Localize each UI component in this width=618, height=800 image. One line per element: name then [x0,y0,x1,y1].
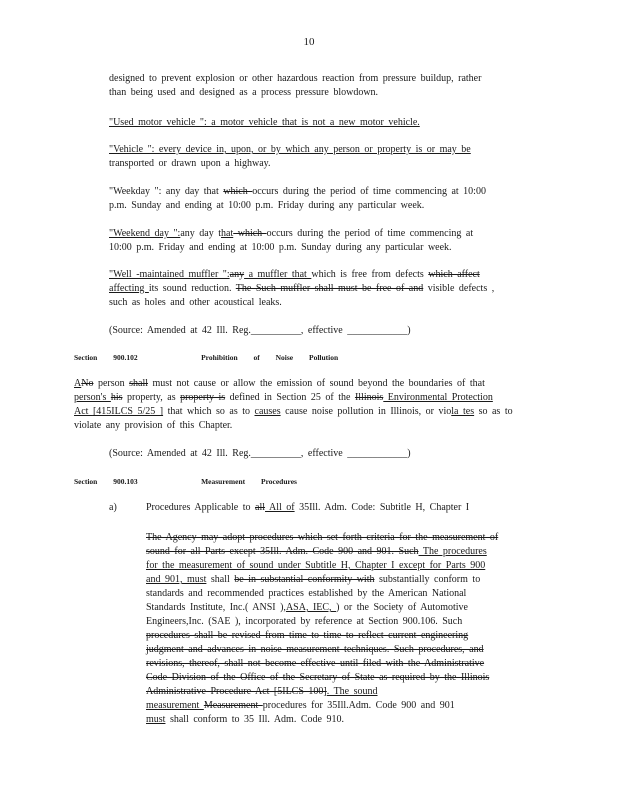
struck-text: any [229,269,245,280]
source-note-2 [109,447,411,461]
inserted-text: a muffler that [244,269,312,280]
text-line [146,685,498,699]
inserted-text: and 901, must [146,574,207,585]
struck-text: revisions, thereof, shall not become effective until filed with the Administrative [146,658,485,669]
inserted-text: A [74,378,82,389]
item-a-marker: a) [109,502,117,513]
struck-text: Code Division of the Office of the Secretary of State as required by the Illinois [146,672,490,683]
source-label: (Source: Amended at 42 Ill. Reg. [109,325,251,336]
text-line: p.m. Sunday and ending at 10:00 p.m. Friday during any particular week. [109,200,425,211]
inserted-text: affecting [109,283,149,294]
text-line [146,601,498,615]
text-run: occurs during the period of time commencing at 10:00 [252,186,486,197]
inserted-text: causes [254,406,281,417]
text-line: transported or drawn upon a highway. [109,158,271,169]
section-number: Section 900.102 [74,353,138,362]
inserted-text: [415ILCS 5/25 ] [92,406,164,417]
definition-weekend-day [109,227,473,255]
text-run: property, as [122,392,181,403]
struck-text: which [223,186,253,197]
struck-text: which [233,228,267,239]
struck-text: The Agency may adopt procedures which set forth criteria for the measurement of [146,532,499,543]
text-line: such as holes and other acoustical leaks. [109,297,282,308]
struck-text: Illinois [354,392,384,403]
text-run: occurs during the period of time commencing at [266,228,474,239]
date-blank: __________ [250,325,301,336]
page-number: 10 [303,36,315,48]
struck-text: procedures shall be revised from time to time to reflect current engineering [146,630,469,641]
paragraph-agency-procedures [146,531,498,727]
date-blank: __________ [250,448,301,459]
text-run: that which so as to [163,406,255,417]
definition-well-maintained-muffler [109,268,494,310]
text-line: designed to prevent explosion or other hazardous reaction from pressure buildup, rather [109,73,482,84]
text-run: 35Ill. Adm. Code: Subtitle H, Chapter I [294,502,470,513]
date-blank: ____________) [347,325,411,336]
text-line [146,699,498,713]
text-run: person [93,378,130,389]
inserted-text: . The sound [326,686,378,697]
text-run: its sound reduction. [148,283,236,294]
item-a-heading [146,501,469,515]
text-run: substantially conform to [374,574,481,585]
text-line: standards and recommended practices established by the American National [146,588,467,599]
inserted-text: The procedures [418,546,487,557]
text-line: than being used and designed as a process pressure blowdown. [109,87,379,98]
source-effective: , effective [300,448,343,459]
text-run: Procedures Applicable to [146,502,256,513]
text-line: 10:00 p.m. Friday and ending at 10:00 p.m. Sunday during any particular week. [109,242,452,253]
text-line: "Used motor vehicle ": a motor vehicle that is not a new motor vehicle. [109,117,420,128]
text-run: ) or the Society of Automotive [336,602,468,613]
source-effective: , effective [300,325,343,336]
definition-used-motor-vehicle [109,116,420,130]
struck-text: No [81,378,94,389]
paragraph-prohibition [74,377,513,433]
struck-text: which affect [428,269,480,280]
text-line: "Vehicle ": every device in, upon, or by which any person or property is or may be [109,144,471,155]
section-number: Section 900.103 [74,477,138,486]
text-run: which is free from defects [311,269,429,280]
source-label: (Source: Amended at 42 Ill. Reg. [109,448,251,459]
section-heading-103 [74,477,297,486]
text-line [109,282,494,296]
text-run: any day t [180,228,221,239]
struck-text: sound for all Parts except 35Ill. Adm. Code 900 and 901. Such [146,546,419,557]
source-note-1 [109,324,411,338]
inserted-text: ASA, IEC, [285,602,337,613]
text-run: procedures for 35Ill.Adm. Code 900 and 901 [262,700,455,711]
text-run: Standards Institute, Inc.( ANSI ), [146,602,286,613]
inserted-text: All of [265,502,295,513]
inserted-text: measurement [146,700,204,711]
text-line [74,391,513,405]
text-line [74,405,513,419]
struck-text: Administrative Procedure Act [5ILCS 100] [146,686,327,697]
inserted-text: "Well -maintained muffler ": [109,269,230,280]
struck-text: judgment and advances in noise measurement techniques. Such procedures, and [146,644,484,655]
text-run: defined in Section 25 of the [225,392,355,403]
inserted-text: hat [221,228,234,239]
text-line [74,377,513,391]
struck-text: The Such muffler shall must be free of and [235,283,424,294]
text-line [109,268,494,282]
text-run: shall conform to 35 Ill. Adm. Code 910. [165,714,344,725]
text-run: cause noise pollution in Illinois, or vio [280,406,452,417]
struck-text: property is [180,392,226,403]
inserted-text: Act [74,406,93,417]
date-blank: ____________) [347,448,411,459]
text-line [109,185,486,199]
struck-text: Measurement [203,700,263,711]
paragraph-designed [109,72,481,100]
definition-weekday [109,185,486,213]
section-title: Prohibition of Noise Pollution [201,353,339,362]
struck-text: shall [129,378,149,389]
text-line [146,573,498,587]
struck-text: all [255,502,266,513]
definition-vehicle [109,143,471,171]
text-line [109,227,473,241]
inserted-text: for the measurement of sound under Subtitle H, Chapter I except for Parts 900 [146,560,486,571]
text-run: "Weekday ": any day that [109,186,224,197]
inserted-text: person's [74,392,111,403]
inserted-text: must [146,714,166,725]
inserted-text: Environmental Protection [383,392,493,403]
section-title: Measurement Procedures [201,477,297,486]
text-run: visible defects , [423,283,495,294]
text-run: must not cause or allow the emission of sound beyond the boundaries of that [148,378,485,389]
text-line: Engineers,Inc. (SAE ), incorporated by reference at Section 900.106. Such [146,616,463,627]
struck-text: be in substantial conformity with [234,574,375,585]
text-run: so as to [474,406,513,417]
text-line [146,713,498,727]
struck-text: his [110,392,123,403]
section-heading-102 [74,353,338,362]
inserted-text: "Weekend day ": [109,228,181,239]
text-line: violate any provision of this Chapter. [74,420,233,431]
inserted-text: la tes [451,406,475,417]
text-run: shall [206,574,235,585]
text-line [109,143,471,157]
text-line [146,545,498,559]
